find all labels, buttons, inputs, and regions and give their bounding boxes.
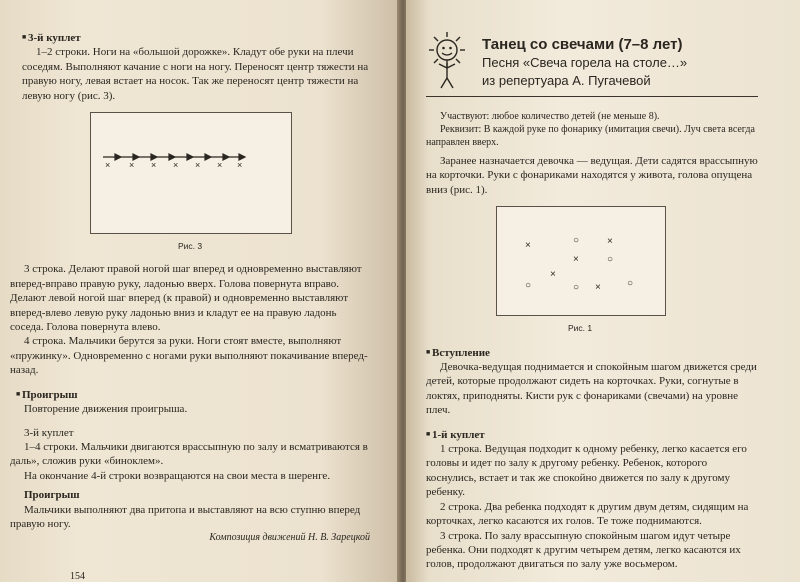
right-page: [406, 0, 800, 582]
title-block: [426, 30, 758, 110]
paragraph: 1–2 строки. Ноги на «большой дорожке». Кладут обе руки на плечи соседям. Выполняют качание с ноги на ногу. Переносят центр тяжести на правую ногу, левая встает на носок. Так же переносят центр тяжести на левую ногу (рис. 3).: [22, 46, 369, 102]
paragraph: 4 строка. Мальчики берутся за руки. Ноги стоят вместе, выполняют «пружинку». Одновременно с ногами руки выполняют покачивание вперед-назад.: [10, 335, 368, 377]
child-marker: ○: [573, 235, 580, 247]
figure-1: [496, 206, 666, 316]
title-rule: [426, 96, 758, 97]
svg-text:×: ×: [195, 160, 201, 171]
paragraph: На окончание 4-й строки возвращаются на свои места в шеренге.: [24, 469, 331, 482]
dancers-line-diagram: [91, 113, 291, 233]
child-marker: ×: [550, 269, 556, 281]
page-number: 154: [70, 571, 85, 582]
figure-caption: Рис. 3: [177, 241, 203, 252]
svg-text:×: ×: [173, 160, 179, 171]
paragraph: 1 строка. Ведущая подходит к одному ребенку, легко касается его головы и идет по залу к другому ребенку. Ребенок, которого коснулись, встает и так же спокойно движется по залу к другому ребенку.: [426, 443, 747, 499]
figure-caption: Рис. 1: [567, 323, 593, 334]
child-marker: ○: [627, 278, 634, 290]
child-marker: ×: [573, 254, 579, 266]
sun-icon: [426, 30, 468, 90]
paragraph: Заранее назначается девочка — ведущая. Дети садятся врассыпную на корточки. Руки с фонариками находятся у живота, голова опущена вниз (рис. 1).: [426, 155, 758, 196]
paragraph: Повторение движения проигрыша.: [24, 403, 188, 416]
child-marker: ×: [595, 282, 601, 294]
repertoire-line: из репертуара А. Пугачевой: [482, 73, 651, 88]
paragraph: 1–4 строки. Мальчики двигаются врассыпную по залу и всматриваются в даль», сложив руки «биноклем».: [10, 440, 368, 468]
section-heading: ■ Проигрыш: [10, 387, 370, 402]
figure-3: [90, 112, 292, 234]
paragraph: Мальчики выполняют два притопа и выставляют на всю ступню вперед правую ногу.: [10, 503, 361, 530]
paragraph: 3 строка. По залу врассыпную спокойным шагом идут четыре ребенка. Они подходят к другим четырем детям, легко касаются их голов, продолжают двигаться по залу уже восьмером.: [426, 529, 741, 571]
svg-text:×: ×: [237, 160, 243, 171]
page-title: Танец со свечами (7–8 лет): [482, 36, 683, 53]
paragraph: Девочка-ведущая поднимается и спокойным шагом движется среди детей, которые продолжают сидеть на корточках. Руки, согнутые в локтях, приподняты. Кисти рук с фонариками (свечами) на уровне плеч.: [426, 361, 757, 417]
svg-text:×: ×: [129, 160, 135, 171]
song-title: Песня «Свеча горела на столе…»: [482, 55, 688, 70]
svg-text:×: ×: [217, 160, 223, 171]
props: Реквизит: В каждой руке по фонарику (имитация свечи). Луч света всегда направлен вверх.: [426, 124, 755, 148]
verse-heading: ■ 3-й куплет: [10, 30, 370, 45]
child-marker: ○: [607, 254, 614, 266]
child-marker: ○: [573, 282, 580, 294]
participants: Участвуют: любое количество детей (не меньше 8).: [440, 111, 660, 122]
verse-heading: 3-й куплет: [24, 426, 74, 439]
svg-text:×: ×: [151, 160, 157, 171]
paragraph: 2 строка. Два ребенка подходят к другим двум детям, сидящим на корточках, легко касаются их голов. Те тоже поднимаются.: [426, 500, 749, 528]
credit-line: Композиция движений Н. В. Зарецкой: [209, 532, 370, 544]
paragraph: 3 строка. Делают правой ногой шаг вперед и одновременно выставляют вперед-вправо правую руку, ладонью вверх. Голова повернута вправо. Делают левой ногой шаг вперед (к правой) и одновременно выставляют вперед-влево левую руку ладонью вниз и кладут ее на правую ладонь соседа. Голова повернута влево.: [10, 263, 362, 334]
child-marker: ○: [525, 280, 532, 292]
svg-text:×: ×: [105, 160, 111, 171]
child-marker: ×: [607, 236, 613, 248]
verse-heading: ■ 1-й куплет: [426, 427, 758, 442]
section-heading: Проигрыш: [24, 489, 80, 502]
child-marker: ×: [525, 240, 531, 252]
section-heading: ■ Вступление: [426, 345, 758, 360]
